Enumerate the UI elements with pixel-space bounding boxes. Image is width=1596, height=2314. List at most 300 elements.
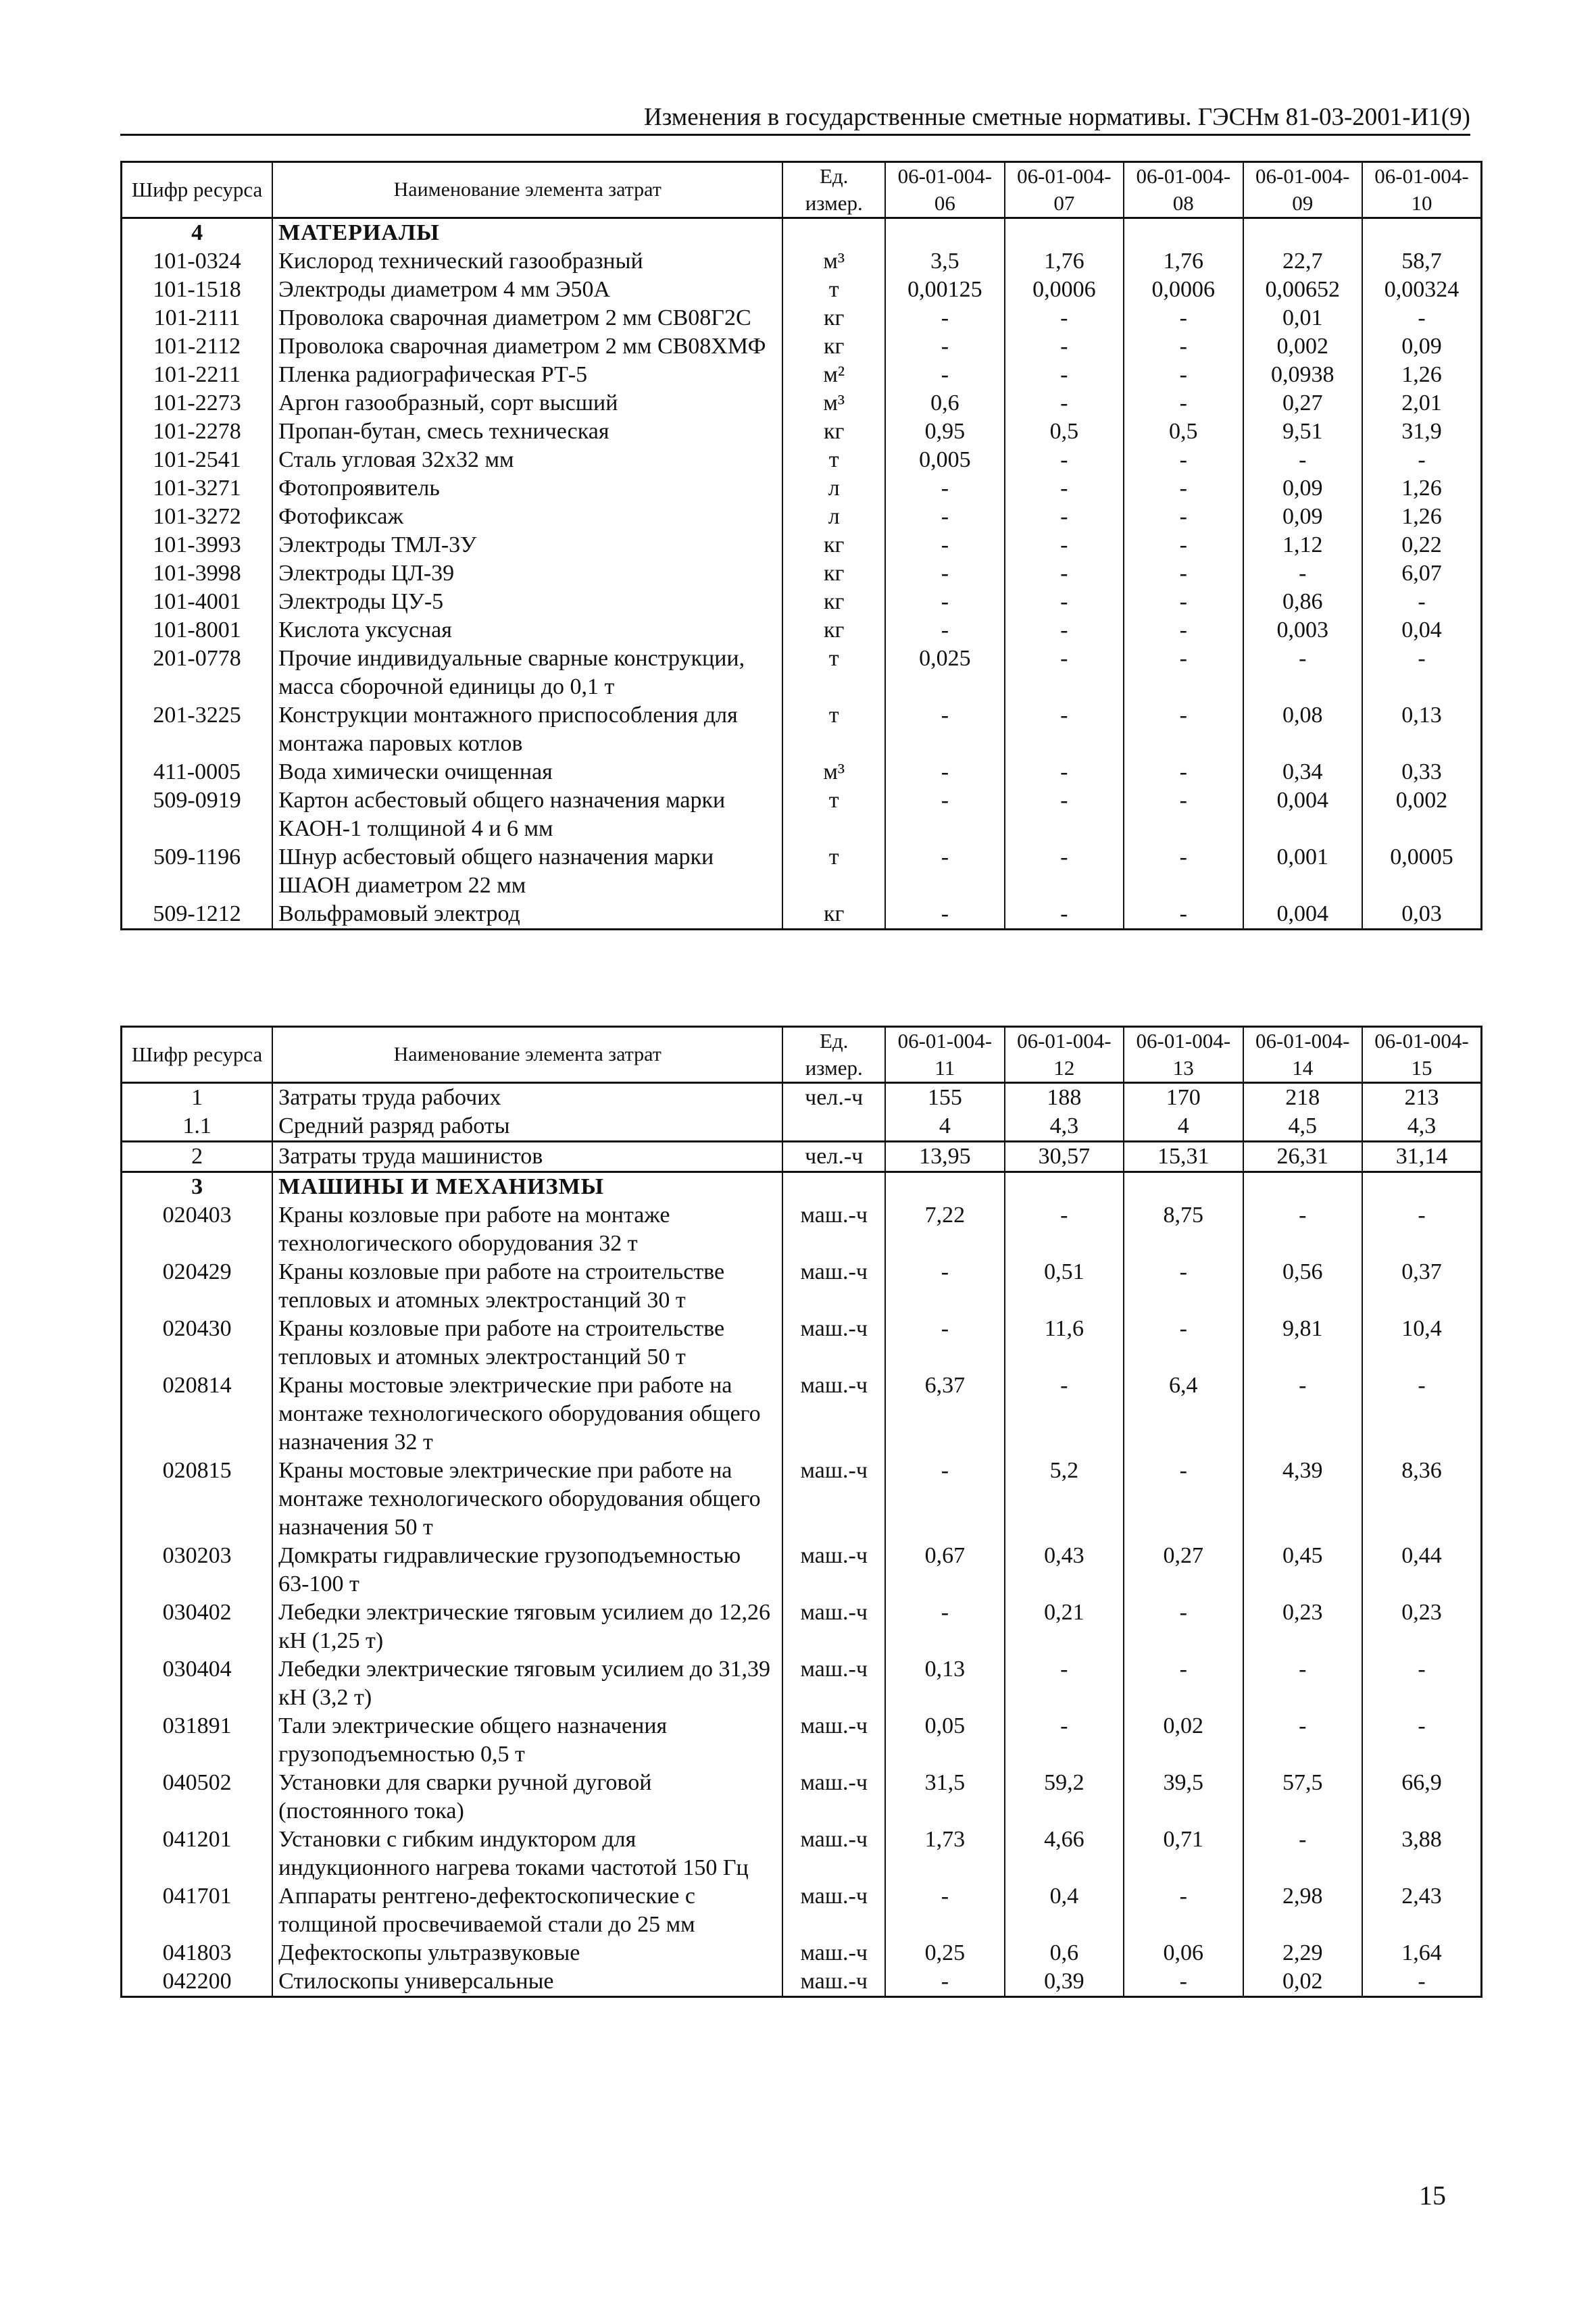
- value-cell: -: [885, 1457, 1004, 1542]
- unit-cell: т: [782, 645, 885, 701]
- table-row: [122, 276, 1482, 304]
- value-cell: -: [1362, 1712, 1482, 1769]
- value-cell: [1124, 1172, 1243, 1202]
- resource-code-cell: 101-1518: [122, 276, 273, 304]
- unit-cell: маш.-ч: [782, 1967, 885, 1997]
- value-cell: -: [885, 1599, 1004, 1655]
- column-header: 06-01-004-14: [1243, 1027, 1362, 1083]
- unit-cell: м³: [782, 389, 885, 418]
- value-cell: 9,81: [1243, 1315, 1362, 1372]
- value-cell: -: [885, 1258, 1004, 1315]
- value-cell: -: [1124, 1655, 1243, 1712]
- value-cell: 0,43: [1005, 1542, 1124, 1599]
- value-cell: 0,01: [1243, 304, 1362, 332]
- resource-code-cell: 101-8001: [122, 616, 273, 645]
- unit-cell: маш.-ч: [782, 1542, 885, 1599]
- table-row: [122, 843, 1482, 900]
- value-cell: 0,02: [1243, 1967, 1362, 1997]
- table-row: [122, 786, 1482, 843]
- value-cell: 0,34: [1243, 758, 1362, 786]
- value-cell: 8,75: [1124, 1201, 1243, 1258]
- value-cell: -: [1124, 843, 1243, 900]
- resource-name-cell: Краны козловые при работе на монтаже технологического оборудования 32 т: [272, 1201, 782, 1258]
- resource-name-cell: Затраты труда рабочих: [272, 1083, 782, 1113]
- table-row: [122, 900, 1482, 930]
- resource-name-cell: Вода химически очищенная: [272, 758, 782, 786]
- value-cell: 0,5: [1124, 418, 1243, 446]
- column-header: 06-01-004-08: [1124, 162, 1243, 218]
- resource-name-cell: Фотофиксаж: [272, 503, 782, 531]
- value-cell: 0,09: [1243, 503, 1362, 531]
- value-cell: 2,01: [1362, 389, 1482, 418]
- value-cell: -: [1124, 1599, 1243, 1655]
- resource-name-cell: Установки для сварки ручной дуговой (постоянного тока): [272, 1769, 782, 1826]
- value-cell: 0,45: [1243, 1542, 1362, 1599]
- value-cell: 0,002: [1362, 786, 1482, 843]
- value-cell: 31,14: [1362, 1142, 1482, 1172]
- value-cell: 31,9: [1362, 418, 1482, 446]
- value-cell: [1243, 218, 1362, 248]
- value-cell: 39,5: [1124, 1769, 1243, 1826]
- value-cell: 0,03: [1362, 900, 1482, 930]
- value-cell: -: [1243, 1201, 1362, 1258]
- unit-cell: кг: [782, 559, 885, 588]
- resource-code-cell: 030402: [122, 1599, 273, 1655]
- value-cell: -: [1124, 446, 1243, 474]
- resource-name-cell: Прочие индивидуальные сварные конструкции, масса сборочной единицы до 0,1 т: [272, 645, 782, 701]
- table-row: [122, 304, 1482, 332]
- value-cell: -: [1362, 588, 1482, 616]
- value-cell: -: [1124, 645, 1243, 701]
- table-row: [122, 247, 1482, 276]
- section-row: [122, 218, 1482, 248]
- value-cell: [1124, 218, 1243, 248]
- value-cell: -: [1124, 1882, 1243, 1939]
- unit-cell: маш.-ч: [782, 1826, 885, 1882]
- value-cell: -: [1124, 389, 1243, 418]
- column-header: Наименование элемента затрат: [272, 1027, 782, 1083]
- value-cell: 0,005: [885, 446, 1004, 474]
- column-header: Ед. измер.: [782, 162, 885, 218]
- value-cell: 13,95: [885, 1142, 1004, 1172]
- table-row: [122, 1599, 1482, 1655]
- value-cell: [1005, 1172, 1124, 1202]
- column-header: 06-01-004-10: [1362, 162, 1482, 218]
- page-header: Изменения в государственные сметные нормативы. ГЭСНм 81-03-2001-И1(9): [120, 101, 1470, 136]
- resource-code-cell: 4: [122, 218, 273, 248]
- resource-name-cell: МАТЕРИАЛЫ: [272, 218, 782, 248]
- value-cell: 1,12: [1243, 531, 1362, 559]
- value-cell: 213: [1362, 1083, 1482, 1113]
- table-row: [122, 701, 1482, 758]
- resource-name-cell: Аргон газообразный, сорт высший: [272, 389, 782, 418]
- resource-name-cell: Краны мостовые электрические при работе на монтаже технологического оборудования общего назначения 32 т: [272, 1372, 782, 1457]
- resource-code-cell: 020814: [122, 1372, 273, 1457]
- value-cell: 0,23: [1362, 1599, 1482, 1655]
- unit-cell: т: [782, 276, 885, 304]
- table-row: [122, 1826, 1482, 1882]
- resource-code-cell: 020429: [122, 1258, 273, 1315]
- value-cell: -: [1124, 332, 1243, 361]
- value-cell: 2,29: [1243, 1939, 1362, 1967]
- column-header: Шифр ресурса: [122, 162, 273, 218]
- resource-name-cell: Электроды диаметром 4 мм Э50А: [272, 276, 782, 304]
- unit-cell: маш.-ч: [782, 1599, 885, 1655]
- value-cell: -: [1362, 446, 1482, 474]
- value-cell: 3,5: [885, 247, 1004, 276]
- value-cell: 0,44: [1362, 1542, 1482, 1599]
- value-cell: 0,00125: [885, 276, 1004, 304]
- value-cell: 15,31: [1124, 1142, 1243, 1172]
- value-cell: 0,25: [885, 1939, 1004, 1967]
- value-cell: -: [885, 616, 1004, 645]
- value-cell: -: [1005, 474, 1124, 503]
- unit-cell: маш.-ч: [782, 1457, 885, 1542]
- value-cell: 4,66: [1005, 1826, 1124, 1882]
- value-cell: 4,39: [1243, 1457, 1362, 1542]
- value-cell: 1,76: [1005, 247, 1124, 276]
- value-cell: -: [1124, 900, 1243, 930]
- unit-cell: [782, 1112, 885, 1142]
- value-cell: 4: [885, 1112, 1004, 1142]
- value-cell: 0,00652: [1243, 276, 1362, 304]
- value-cell: 1,26: [1362, 474, 1482, 503]
- value-cell: 6,07: [1362, 559, 1482, 588]
- value-cell: 0,02: [1124, 1712, 1243, 1769]
- table-row: [122, 645, 1482, 701]
- table-row: [122, 418, 1482, 446]
- value-cell: -: [885, 588, 1004, 616]
- value-cell: -: [1005, 758, 1124, 786]
- column-header: 06-01-004-06: [885, 162, 1004, 218]
- value-cell: 0,09: [1362, 332, 1482, 361]
- table-row: [122, 1201, 1482, 1258]
- value-cell: [885, 1172, 1004, 1202]
- value-cell: 0,09: [1243, 474, 1362, 503]
- resource-name-cell: Картон асбестовый общего назначения марки КАОН-1 толщиной 4 и 6 мм: [272, 786, 782, 843]
- value-cell: -: [1124, 701, 1243, 758]
- page-number: 15: [1419, 2180, 1446, 2211]
- table-row: [122, 1769, 1482, 1826]
- value-cell: 0,025: [885, 645, 1004, 701]
- value-cell: 57,5: [1243, 1769, 1362, 1826]
- value-cell: -: [1005, 645, 1124, 701]
- labor-machines-table: [120, 1026, 1482, 1998]
- resource-code-cell: 201-3225: [122, 701, 273, 758]
- resource-code-cell: 041701: [122, 1882, 273, 1939]
- unit-cell: маш.-ч: [782, 1882, 885, 1939]
- value-cell: 0,51: [1005, 1258, 1124, 1315]
- table-row: [122, 1882, 1482, 1939]
- resource-name-cell: Вольфрамовый электрод: [272, 900, 782, 930]
- resource-code-cell: 509-1196: [122, 843, 273, 900]
- value-cell: [1362, 1172, 1482, 1202]
- table-row: [122, 389, 1482, 418]
- resource-name-cell: Лебедки электрические тяговым усилием до 31,39 кН (3,2 т): [272, 1655, 782, 1712]
- value-cell: -: [1005, 559, 1124, 588]
- value-cell: -: [885, 1882, 1004, 1939]
- table-row: [122, 1372, 1482, 1457]
- value-cell: 0,08: [1243, 701, 1362, 758]
- resource-name-cell: Электроды ТМЛ-3У: [272, 531, 782, 559]
- resource-name-cell: Тали электрические общего назначения грузоподъемностью 0,5 т: [272, 1712, 782, 1769]
- value-cell: 6,4: [1124, 1372, 1243, 1457]
- resource-name-cell: Стилоскопы универсальные: [272, 1967, 782, 1997]
- unit-cell: [782, 218, 885, 248]
- value-cell: -: [885, 559, 1004, 588]
- unit-cell: м²: [782, 361, 885, 389]
- resource-name-cell: Проволока сварочная диаметром 2 мм СВ08ХМФ: [272, 332, 782, 361]
- value-cell: 4,3: [1005, 1112, 1124, 1142]
- table-row: [122, 1939, 1482, 1967]
- value-cell: -: [885, 361, 1004, 389]
- resource-name-cell: Дефектоскопы ультразвуковые: [272, 1939, 782, 1967]
- resource-code-cell: 101-2278: [122, 418, 273, 446]
- value-cell: -: [1124, 1258, 1243, 1315]
- value-cell: -: [1124, 503, 1243, 531]
- value-cell: [1005, 218, 1124, 248]
- value-cell: -: [1124, 1315, 1243, 1372]
- resource-name-cell: МАШИНЫ И МЕХАНИЗМЫ: [272, 1172, 782, 1202]
- table-row: [122, 1712, 1482, 1769]
- value-cell: [885, 218, 1004, 248]
- unit-cell: [782, 1172, 885, 1202]
- resource-name-cell: Проволока сварочная диаметром 2 мм СВ08Г2С: [272, 304, 782, 332]
- value-cell: 1,26: [1362, 503, 1482, 531]
- value-cell: -: [1362, 1372, 1482, 1457]
- value-cell: -: [1243, 1826, 1362, 1882]
- resource-code-cell: 020403: [122, 1201, 273, 1258]
- value-cell: 0,67: [885, 1542, 1004, 1599]
- value-cell: -: [885, 786, 1004, 843]
- column-header: 06-01-004-07: [1005, 162, 1124, 218]
- resource-name-cell: Лебедки электрические тяговым усилием до 12,26 кН (1,25 т): [272, 1599, 782, 1655]
- value-cell: -: [1124, 1967, 1243, 1997]
- resource-name-cell: Пленка радиографическая РТ-5: [272, 361, 782, 389]
- unit-cell: кг: [782, 900, 885, 930]
- resource-name-cell: Затраты труда машинистов: [272, 1142, 782, 1172]
- value-cell: -: [1362, 304, 1482, 332]
- resource-code-cell: 041201: [122, 1826, 273, 1882]
- value-cell: 0,39: [1005, 1967, 1124, 1997]
- value-cell: 218: [1243, 1083, 1362, 1113]
- unit-cell: т: [782, 786, 885, 843]
- unit-cell: т: [782, 701, 885, 758]
- unit-cell: чел.-ч: [782, 1142, 885, 1172]
- column-header: Шифр ресурса: [122, 1027, 273, 1083]
- value-cell: 2,43: [1362, 1882, 1482, 1939]
- table-row: [122, 531, 1482, 559]
- value-cell: 66,9: [1362, 1769, 1482, 1826]
- resource-code-cell: 040502: [122, 1769, 273, 1826]
- value-cell: 0,23: [1243, 1599, 1362, 1655]
- value-cell: -: [1005, 389, 1124, 418]
- value-cell: -: [1005, 1712, 1124, 1769]
- value-cell: 1,76: [1124, 247, 1243, 276]
- value-cell: 8,36: [1362, 1457, 1482, 1542]
- table-row: [122, 361, 1482, 389]
- value-cell: 188: [1005, 1083, 1124, 1113]
- unit-cell: маш.-ч: [782, 1372, 885, 1457]
- resource-code-cell: 030203: [122, 1542, 273, 1599]
- value-cell: 1,26: [1362, 361, 1482, 389]
- value-cell: 4: [1124, 1112, 1243, 1142]
- value-cell: 0,004: [1243, 900, 1362, 930]
- resource-code-cell: 1.1: [122, 1112, 273, 1142]
- table-row: [122, 559, 1482, 588]
- resource-code-cell: 042200: [122, 1967, 273, 1997]
- value-cell: -: [1362, 1967, 1482, 1997]
- value-cell: -: [1362, 1655, 1482, 1712]
- value-cell: 0,13: [885, 1655, 1004, 1712]
- value-cell: -: [1005, 786, 1124, 843]
- value-cell: 0,00324: [1362, 276, 1482, 304]
- resource-code-cell: 101-2112: [122, 332, 273, 361]
- table-header-row: [122, 1027, 1482, 1083]
- value-cell: -: [1243, 1712, 1362, 1769]
- resource-code-cell: 020430: [122, 1315, 273, 1372]
- table-row: [122, 474, 1482, 503]
- table-row: [122, 1142, 1482, 1172]
- resource-code-cell: 101-3271: [122, 474, 273, 503]
- value-cell: -: [1124, 531, 1243, 559]
- resource-name-cell: Кислород технический газообразный: [272, 247, 782, 276]
- table-row: [122, 1457, 1482, 1542]
- table-row: [122, 332, 1482, 361]
- value-cell: 5,2: [1005, 1457, 1124, 1542]
- unit-cell: л: [782, 474, 885, 503]
- table-row: [122, 446, 1482, 474]
- value-cell: [1362, 218, 1482, 248]
- unit-cell: маш.-ч: [782, 1201, 885, 1258]
- value-cell: [1243, 1172, 1362, 1202]
- unit-cell: маш.-ч: [782, 1655, 885, 1712]
- value-cell: -: [885, 1967, 1004, 1997]
- value-cell: -: [885, 531, 1004, 559]
- column-header: Ед. измер.: [782, 1027, 885, 1083]
- value-cell: 0,6: [1005, 1939, 1124, 1967]
- value-cell: -: [1124, 361, 1243, 389]
- value-cell: -: [1124, 786, 1243, 843]
- value-cell: 0,86: [1243, 588, 1362, 616]
- value-cell: 0,71: [1124, 1826, 1243, 1882]
- value-cell: 0,004: [1243, 786, 1362, 843]
- value-cell: 7,22: [885, 1201, 1004, 1258]
- value-cell: 11,6: [1005, 1315, 1124, 1372]
- value-cell: -: [1124, 559, 1243, 588]
- value-cell: 155: [885, 1083, 1004, 1113]
- value-cell: 0,33: [1362, 758, 1482, 786]
- column-header: 06-01-004-13: [1124, 1027, 1243, 1083]
- table-row: [122, 1083, 1482, 1113]
- value-cell: -: [1124, 1457, 1243, 1542]
- value-cell: 0,05: [885, 1712, 1004, 1769]
- column-header: 06-01-004-12: [1005, 1027, 1124, 1083]
- table-row: [122, 616, 1482, 645]
- value-cell: -: [885, 900, 1004, 930]
- value-cell: -: [1005, 701, 1124, 758]
- value-cell: 0,95: [885, 418, 1004, 446]
- table-row: [122, 588, 1482, 616]
- unit-cell: кг: [782, 418, 885, 446]
- value-cell: -: [1243, 559, 1362, 588]
- value-cell: -: [1005, 304, 1124, 332]
- resource-name-cell: Средний разряд работы: [272, 1112, 782, 1142]
- value-cell: 0,001: [1243, 843, 1362, 900]
- resource-code-cell: 031891: [122, 1712, 273, 1769]
- resource-name-cell: Установки с гибким индуктором для индукционного нагрева токами частотой 150 Гц: [272, 1826, 782, 1882]
- column-header: 06-01-004-15: [1362, 1027, 1482, 1083]
- resource-name-cell: Сталь угловая 32х32 мм: [272, 446, 782, 474]
- table-row: [122, 1655, 1482, 1712]
- resource-name-cell: Фотопроявитель: [272, 474, 782, 503]
- table-row: [122, 1258, 1482, 1315]
- resource-code-cell: 509-0919: [122, 786, 273, 843]
- table-row: [122, 758, 1482, 786]
- resource-code-cell: 101-2211: [122, 361, 273, 389]
- resource-name-cell: Краны козловые при работе на строительстве тепловых и атомных электростанций 50 т: [272, 1315, 782, 1372]
- value-cell: -: [1124, 588, 1243, 616]
- table-row: [122, 1967, 1482, 1997]
- resource-code-cell: 509-1212: [122, 900, 273, 930]
- value-cell: 3,88: [1362, 1826, 1482, 1882]
- unit-cell: кг: [782, 616, 885, 645]
- resource-code-cell: 1: [122, 1083, 273, 1113]
- resource-name-cell: Краны мостовые электрические при работе на монтаже технологического оборудования общего назначения 50 т: [272, 1457, 782, 1542]
- value-cell: 170: [1124, 1083, 1243, 1113]
- value-cell: 58,7: [1362, 247, 1482, 276]
- value-cell: -: [1243, 1372, 1362, 1457]
- resource-code-cell: 2: [122, 1142, 273, 1172]
- value-cell: -: [1124, 758, 1243, 786]
- value-cell: -: [1243, 645, 1362, 701]
- value-cell: -: [885, 1315, 1004, 1372]
- value-cell: 0,0005: [1362, 843, 1482, 900]
- value-cell: 26,31: [1243, 1142, 1362, 1172]
- resource-code-cell: 201-0778: [122, 645, 273, 701]
- value-cell: 4,3: [1362, 1112, 1482, 1142]
- value-cell: 4,5: [1243, 1112, 1362, 1142]
- value-cell: 0,4: [1005, 1882, 1124, 1939]
- value-cell: -: [1005, 446, 1124, 474]
- value-cell: 9,51: [1243, 418, 1362, 446]
- resource-name-cell: Конструкции монтажного приспособления для монтажа паровых котлов: [272, 701, 782, 758]
- labor-machines-table-body: [122, 1083, 1482, 1997]
- resource-code-cell: 411-0005: [122, 758, 273, 786]
- value-cell: -: [1243, 446, 1362, 474]
- column-header: Наименование элемента затрат: [272, 162, 782, 218]
- resource-code-cell: 041803: [122, 1939, 273, 1967]
- resource-code-cell: 101-3993: [122, 531, 273, 559]
- resource-code-cell: 101-2541: [122, 446, 273, 474]
- unit-cell: маш.-ч: [782, 1315, 885, 1372]
- value-cell: -: [1005, 588, 1124, 616]
- table-row: [122, 503, 1482, 531]
- table-row: [122, 1315, 1482, 1372]
- value-cell: 0,56: [1243, 1258, 1362, 1315]
- value-cell: 0,0938: [1243, 361, 1362, 389]
- value-cell: -: [1005, 503, 1124, 531]
- value-cell: -: [1005, 1372, 1124, 1457]
- unit-cell: маш.-ч: [782, 1769, 885, 1826]
- materials-table-body: [122, 218, 1482, 930]
- value-cell: -: [885, 843, 1004, 900]
- value-cell: -: [885, 332, 1004, 361]
- value-cell: 0,04: [1362, 616, 1482, 645]
- value-cell: -: [1005, 332, 1124, 361]
- value-cell: -: [1005, 1655, 1124, 1712]
- table-header-row: [122, 162, 1482, 218]
